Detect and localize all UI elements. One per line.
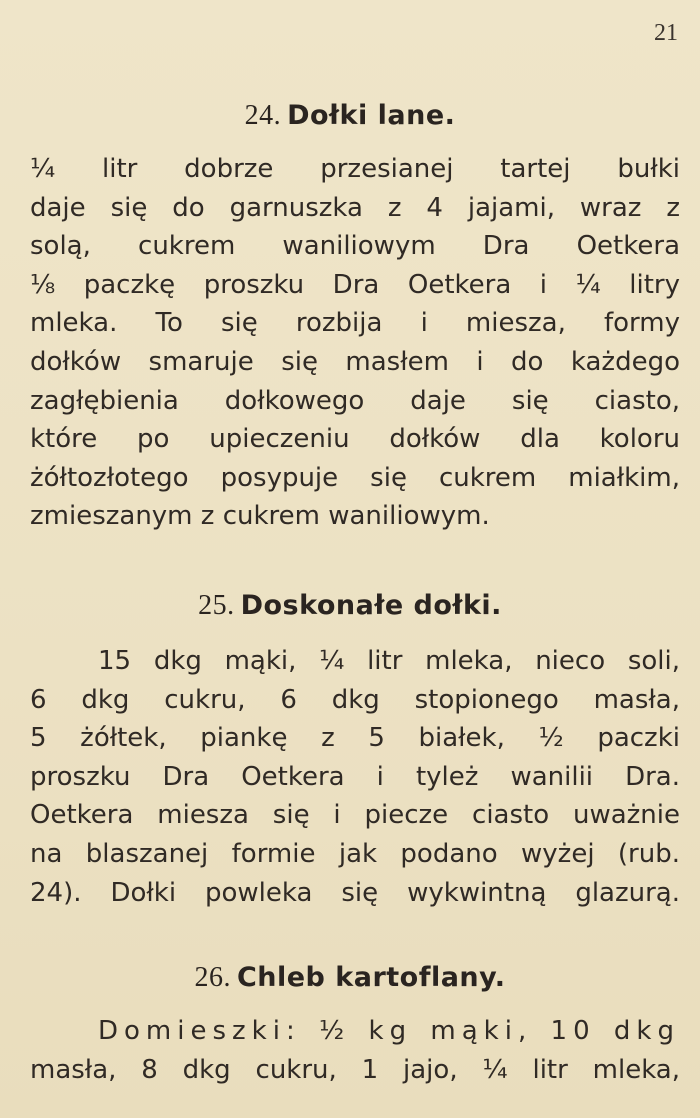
recipe-26-name: Chleb kartoflany.	[236, 962, 506, 993]
recipe-25-name: Doskonałe dołki.	[240, 590, 502, 621]
text-line: ⅛ paczkę proszku Dra Oetkera i ¼ litry	[30, 269, 680, 300]
recipe-26-body	[30, 1012, 680, 1089]
text-line: proszku Dra Oetkera i tyleż wanilii Dra.	[30, 761, 680, 792]
text-line: 24). Dołki powleka się wykwintną glazurą.	[30, 877, 680, 908]
recipe-25-body	[30, 642, 680, 912]
recipe-24-number: 24.	[244, 100, 282, 131]
text-line: żółtozłotego posypuje się cukrem miałkim,	[30, 462, 680, 493]
page-number: 21	[654, 20, 678, 46]
text-line: dołków smaruje się masłem i do każdego	[30, 346, 680, 377]
text-line: Oetkera miesza się i piecze ciasto uważnie	[30, 800, 680, 831]
recipe-26-title	[0, 962, 700, 994]
recipe-24-name: Dołki lane.	[287, 100, 456, 131]
text-line: Domieszki: ½ kg mąki, 10 dkg	[98, 1016, 680, 1046]
text-line: zmieszanym z cukrem waniliowym.	[30, 501, 490, 532]
text-line: daje się do garnuszka z 4 jajami, wraz z	[30, 192, 680, 223]
text-line: solą, cukrem waniliowym Dra Oetkera	[30, 231, 680, 262]
text-line: na blaszanej formie jak podano wyżej (rub.	[30, 838, 680, 869]
text-line: ¼ litr dobrze przesianej tartej bułki	[30, 154, 680, 184]
text-line: masła, 8 dkg cukru, 1 jajo, ¼ litr mleka,	[30, 1054, 680, 1085]
recipe-25-number: 25.	[198, 590, 235, 621]
text-line: mleka. To się rozbija i miesza, formy	[30, 308, 680, 339]
recipe-25-title	[0, 590, 700, 622]
recipe-24-body	[30, 150, 680, 536]
text-line: 6 dkg cukru, 6 dkg stopionego masła,	[30, 684, 680, 715]
text-line: 15 dkg mąki, ¼ litr mleka, nieco soli,	[98, 646, 680, 676]
recipe-26-number: 26.	[194, 962, 231, 993]
text-line: 5 żółtek, piankę z 5 białek, ½ paczki	[30, 723, 680, 754]
recipe-24-title	[0, 100, 700, 132]
text-line: które po upieczeniu dołków dla koloru	[30, 424, 680, 455]
text-line: zagłębienia dołkowego daje się ciasto,	[30, 385, 680, 416]
